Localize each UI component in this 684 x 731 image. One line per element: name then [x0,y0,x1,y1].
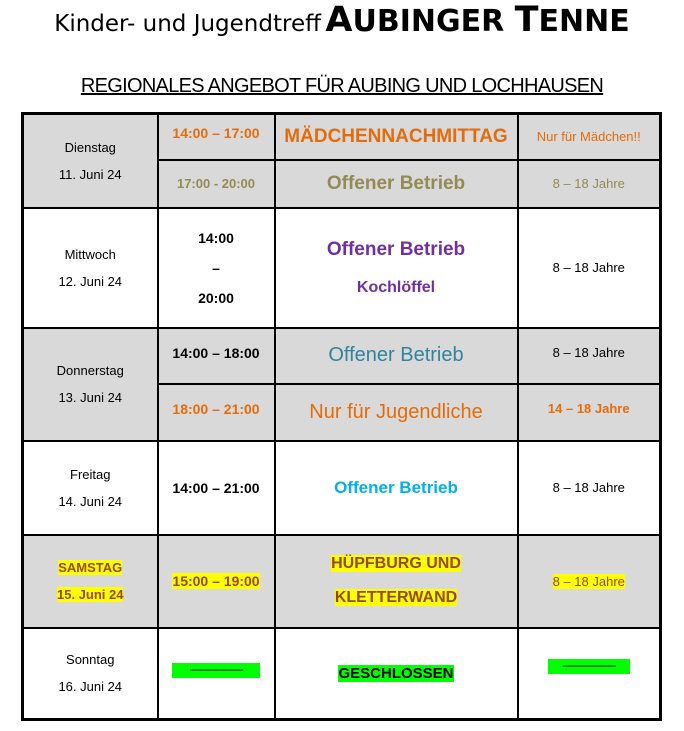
time-cell [158,535,275,628]
age-cell: Nur für Mädchen!! [518,114,661,160]
title-prefix: Kinder- und Jugendtreff [54,11,321,37]
day-date: 13. Juni 24 [58,390,123,405]
day-date: 12. Juni 24 [58,273,123,289]
table-row-sunday [23,628,661,720]
day-cell-tuesday [23,114,158,208]
day-date-text: 15. Juni 24 [57,587,124,602]
title-main [325,0,630,40]
time-cell [158,208,275,328]
activity-title: Offener Betrieb [326,238,466,260]
title-word-tenne: ENNE [538,4,630,39]
age-cell [518,628,661,720]
age-cell: 14 – 18 Jahre [518,384,661,441]
age-cell [518,535,661,628]
day-date [24,581,157,608]
activity-line-1 [276,547,517,581]
age-cell: 8 – 18 Jahre [518,160,661,208]
age-cell: 8 – 18 Jahre [518,441,661,535]
day-date: 11. Juni 24 [58,166,122,182]
day-name: Dienstag [64,139,116,155]
day-cell-wednesday [23,208,158,328]
activity-cell: Offener Betrieb [275,441,518,535]
table-row-wednesday [23,208,661,328]
activity-cell: MÄDCHENNACHMITTAG [275,114,518,160]
day-cell-saturday [23,535,158,628]
time-cell: 14:00 – 18:00 [158,328,275,384]
day-name: Mittwoch [64,246,116,262]
time-placeholder: -------------------- [172,663,260,678]
day-name [24,554,157,581]
age-text: 8 – 18 Jahre [552,573,625,589]
time-cell: 14:00 – 21:00 [158,441,275,535]
title-letter-t: T [514,0,539,40]
time-end: 20:00 [198,289,234,306]
activity-line-2-text: KLETTERWAND [334,589,458,606]
time-separator: – [212,259,220,276]
day-name: Sonntag [66,652,115,668]
title-word-aubinger: UBINGER [352,4,505,39]
day-date: 14. Juni 24 [58,493,123,509]
activity-cell [275,535,518,628]
table-row-tuesday-1 [23,114,661,160]
activity-line-2 [276,581,517,615]
day-name-text: SAMSTAG [58,560,123,575]
subtitle: REGIONALES ANGEBOT FÜR AUBING UND LOCHHAUSEN [80,75,604,97]
time-cell: 14:00 – 17:00 [158,114,275,160]
day-name: Donnerstag [56,363,124,378]
time-cell: 17:00 - 20:00 [158,160,275,208]
activity-cell: Offener Betrieb [275,160,518,208]
time-text: 15:00 – 19:00 [172,573,260,589]
activity-cell: Nur für Jugendliche [275,384,518,441]
table-row-saturday [23,535,661,628]
age-cell: 8 – 18 Jahre [518,328,661,384]
title-letter-a: A [325,0,353,40]
table-row-thursday-1 [23,328,661,384]
time-start: 14:00 [198,229,234,246]
activity-cell [275,208,518,328]
page-title [0,0,684,40]
day-name: Freitag [70,466,111,482]
day-date: 16. Juni 24 [58,679,123,695]
day-cell-sunday [23,628,158,720]
activity-cell [275,628,518,720]
activity-cell: Offener Betrieb [275,328,518,384]
age-cell: 8 – 18 Jahre [518,208,661,328]
time-cell: 18:00 – 21:00 [158,384,275,441]
day-cell-thursday [23,328,158,441]
age-placeholder: -------------------- [548,659,630,674]
time-cell [158,628,275,720]
table-row-friday [23,441,661,535]
day-cell-friday [23,441,158,535]
activity-subtitle: Kochlöffel [356,278,436,296]
schedule-table [21,112,662,721]
activity-line-1-text: HÜPFBURG UND [331,555,461,572]
activity-text: GESCHLOSSEN [338,664,454,682]
